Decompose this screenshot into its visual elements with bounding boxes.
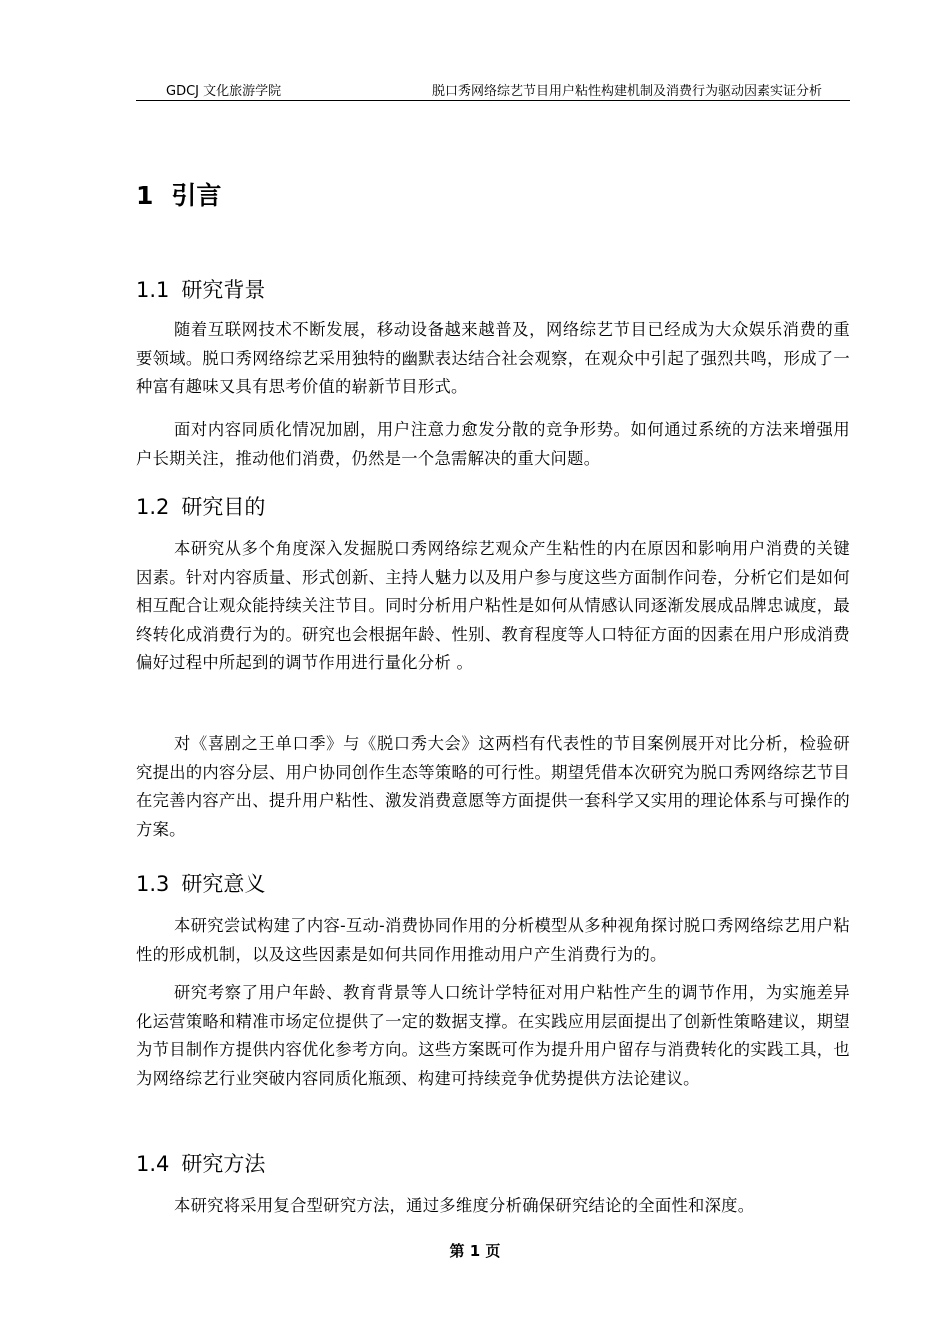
section-heading-1-1 [136,274,265,304]
paragraph: 随着互联网技术不断发展，移动设备越来越普及，网络综艺节目已经成为大众娱乐消费的重要领域。脱口秀网络综艺采用独特的幽默表达结合社会观察，在观众中引起了强烈共鸣，形成了一种富有趣味又具有思考价值的崭新节目形式。 [136,320,850,396]
section-title: 研究意义 [181,872,266,896]
section-number: 1.4 [136,1152,170,1176]
paragraph: 对《喜剧之王单口季》与《脱口秀大会》这两档有代表性的节目案例展开对比分析，检验研究提出的内容分层、用户协同创作生态等策略的可行性。期望凭借本次研究为脱口秀网络综艺节目在完善内容产出、提升用户粘性、激发消费意愿等方面提供一套科学又实用的理论体系与可操作的方案。 [136,734,850,839]
section-title: 研究方法 [181,1152,266,1176]
paragraph: 面对内容同质化情况加剧，用户注意力愈发分散的竞争形势。如何通过系统的方法来增强用户长期关注，推动他们消费，仍然是一个急需解决的重大问题。 [136,420,850,468]
paragraph: 本研究将采用复合型研究方法，通过多维度分析确保研究结论的全面性和深度。 [174,1196,755,1215]
section-number: 1.1 [136,278,170,302]
section-heading-1-3 [136,868,265,898]
section-number: 1.2 [136,495,170,519]
section-heading-1-4 [136,1148,265,1178]
paragraph: 本研究尝试构建了内容-互动-消费协同作用的分析模型从多种视角探讨脱口秀网络综艺用户粘性的形成机制，以及这些因素是如何共同作用推动用户产生消费行为的。 [136,916,850,964]
section-title: 研究背景 [181,278,266,302]
paragraph: 本研究从多个角度深入发掘脱口秀网络综艺观众产生粘性的内在原因和影响用户消费的关键因素。针对内容质量、形式创新、主持人魅力以及用户参与度这些方面制作问卷，分析它们是如何相互配合让观众能持续关注节目。同时分析用户粘性是如何从情感认同逐渐发展成品牌忠诚度，最终转化成消费行为的。研究也会根据年龄、性别、教育程度等人口特征方面的因素在用户形成消费偏好过程中所起到的调节作用进行量化分析 。 [136,539,850,672]
chapter-title: 引言 [171,181,222,210]
section-title: 研究目的 [181,495,266,519]
header-paper-title: 脱口秀网络综艺节目用户粘性构建机制及消费行为驱动因素实证分析 [431,84,822,99]
section-number: 1.3 [136,872,170,896]
chapter-heading [136,176,221,212]
header-institution: GDCJ 文化旅游学院 [166,84,282,99]
chapter-number: 1 [136,181,154,210]
paragraph: 研究考察了用户年龄、教育背景等人口统计学特征对用户粘性产生的调节作用，为实施差异化运营策略和精准市场定位提供了一定的数据支撑。在实践应用层面提出了创新性策略建议，期望为节目制作方提供内容优化参考方向。这些方案既可作为提升用户留存与消费转化的实践工具，也为网络综艺行业突破内容同质化瓶颈、构建可持续竞争优势提供方法论建议。 [136,983,850,1088]
section-heading-1-2 [136,491,265,521]
page-header [136,78,850,101]
page-number: 第 1 页 [449,1242,501,1260]
